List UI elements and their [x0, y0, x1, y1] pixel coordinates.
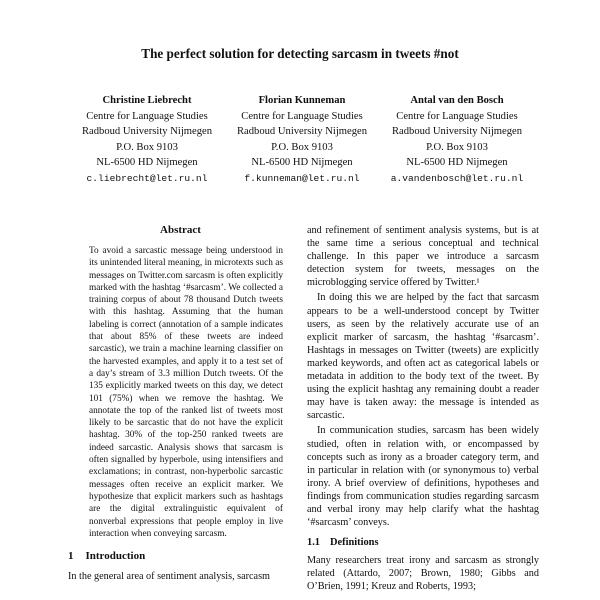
subsection-text: Many researchers treat irony and sarcasm as strongly related (Attardo, 2007; Brown, 1980; Gibbs and O’Brien, 1991; Kreuz and Roberts, 1993;: [307, 555, 539, 593]
subsection-title: Definitions: [330, 537, 379, 549]
paper-title: The perfect solution for detecting sarcasm in tweets #not: [141, 46, 459, 61]
author-email[interactable]: a.vandenbosch@let.ru.nl: [390, 172, 524, 184]
section-number: 1: [68, 550, 74, 563]
author-email[interactable]: c.liebrecht@let.ru.nl: [86, 172, 208, 184]
abstract-text: To avoid a sarcastic message being understood in its unintended literal meaning, in microtexts such as messages on Twitter.com sarcasm is often explicitly marked with the hashtag ‘#sarcasm’. We collected a training corpus of about 78 thousand Dutch tweets with this hashtag. Assuming that the human labeling is correct (annotation of a sample indicates that about 85% of these tweets are indeed sarcastic), we train a machine learning classifier on the harvested examples, and apply it to a test set of a day’s stream of 3.3 million Dutch tweets. Of the 135 explicitly marked tweets on this day, we detect 101 (75%) when we remove the hashtag. We annotate the top of the ranked list of tweets most likely to be sarcastic that do not have the explicit hashtag. 30% of the top-250 ranked tweets are indeed sarcastic. Analysis shows that sarcasm is often signalled by hyperbole, using intensifiers and exclamations; in contrast, non-hyperbolic sarcastic messages often receive an explicit marker. We hypothesize that explicit markers such as hashtags are the digital extralinguistic equivalent of nonverbal expressions that people employ in live interaction when conveying sarcasm.: [89, 246, 283, 539]
author-name: Florian Kunneman: [258, 95, 346, 106]
author-university: Radboud University Nijmegen: [236, 126, 368, 138]
author-block: [72, 93, 532, 187]
author-city: NL-6500 HD Nijmegen: [251, 157, 353, 169]
author-affiliation: Centre for Language Studies: [241, 110, 363, 122]
author-city: NL-6500 HD Nijmegen: [406, 157, 508, 169]
author-name: Christine Liebrecht: [102, 95, 192, 106]
author-name: Antal van den Bosch: [410, 95, 504, 106]
author-3: [382, 93, 532, 187]
author-affiliation: Centre for Language Studies: [396, 110, 518, 122]
right-column: [307, 224, 539, 593]
paragraph: In doing this we are helped by the fact that sarcasm appears to be a well-understood concept by Twitter users, as seen by the relatively accurate use of an explicit marker of sarcasm, the hashtag ‘#sarcasm’. Hashtags in messages on Twitter (tweets) are explicitly marked keywords, and often act as categorical labels or metadata in addition to the body text of the tweet. By using the explicit hashtag any remaining doubt a reader may have is taken away: the message is intended as sarcastic.: [307, 292, 539, 422]
author-box: P.O. Box 9103: [271, 141, 333, 153]
subsection-number: 1.1: [307, 537, 320, 549]
author-affiliation: Centre for Language Studies: [86, 110, 208, 122]
body-text: [307, 224, 539, 529]
author-box: P.O. Box 9103: [426, 141, 488, 153]
author-1: [72, 93, 222, 187]
author-2: [227, 93, 377, 187]
author-city: NL-6500 HD Nijmegen: [96, 157, 198, 169]
paragraph: and refinement of sentiment analysis systems, but is at the same time a serious conceptual and technical challenge. In this paper we introduce a sarcasm detection system for tweets, messages on the microblogging service offered by Twitter.¹: [307, 225, 539, 289]
author-university: Radboud University Nijmegen: [391, 126, 523, 138]
section-title: Introduction: [85, 550, 146, 563]
abstract-heading: Abstract: [160, 224, 201, 236]
author-university: Radboud University Nijmegen: [81, 126, 213, 138]
intro-text: In the general area of sentiment analysis, sarcasm: [68, 571, 270, 583]
section-heading: [68, 550, 293, 562]
author-box: P.O. Box 9103: [116, 141, 178, 153]
author-email[interactable]: f.kunneman@let.ru.nl: [244, 172, 360, 184]
left-column: [68, 224, 293, 583]
subsection-heading: [307, 537, 539, 548]
paragraph: In communication studies, sarcasm has been widely studied, often in relation with, or encompassed by concepts such as irony as a broader category term, and in particular in relation with (or synonymous to) verbal irony. A brief overview of definitions, hypotheses and findings from communication studies regarding sarcasm and verbal irony may help clarify what the hashtag ‘#sarcasm’ conveys.: [307, 425, 539, 529]
